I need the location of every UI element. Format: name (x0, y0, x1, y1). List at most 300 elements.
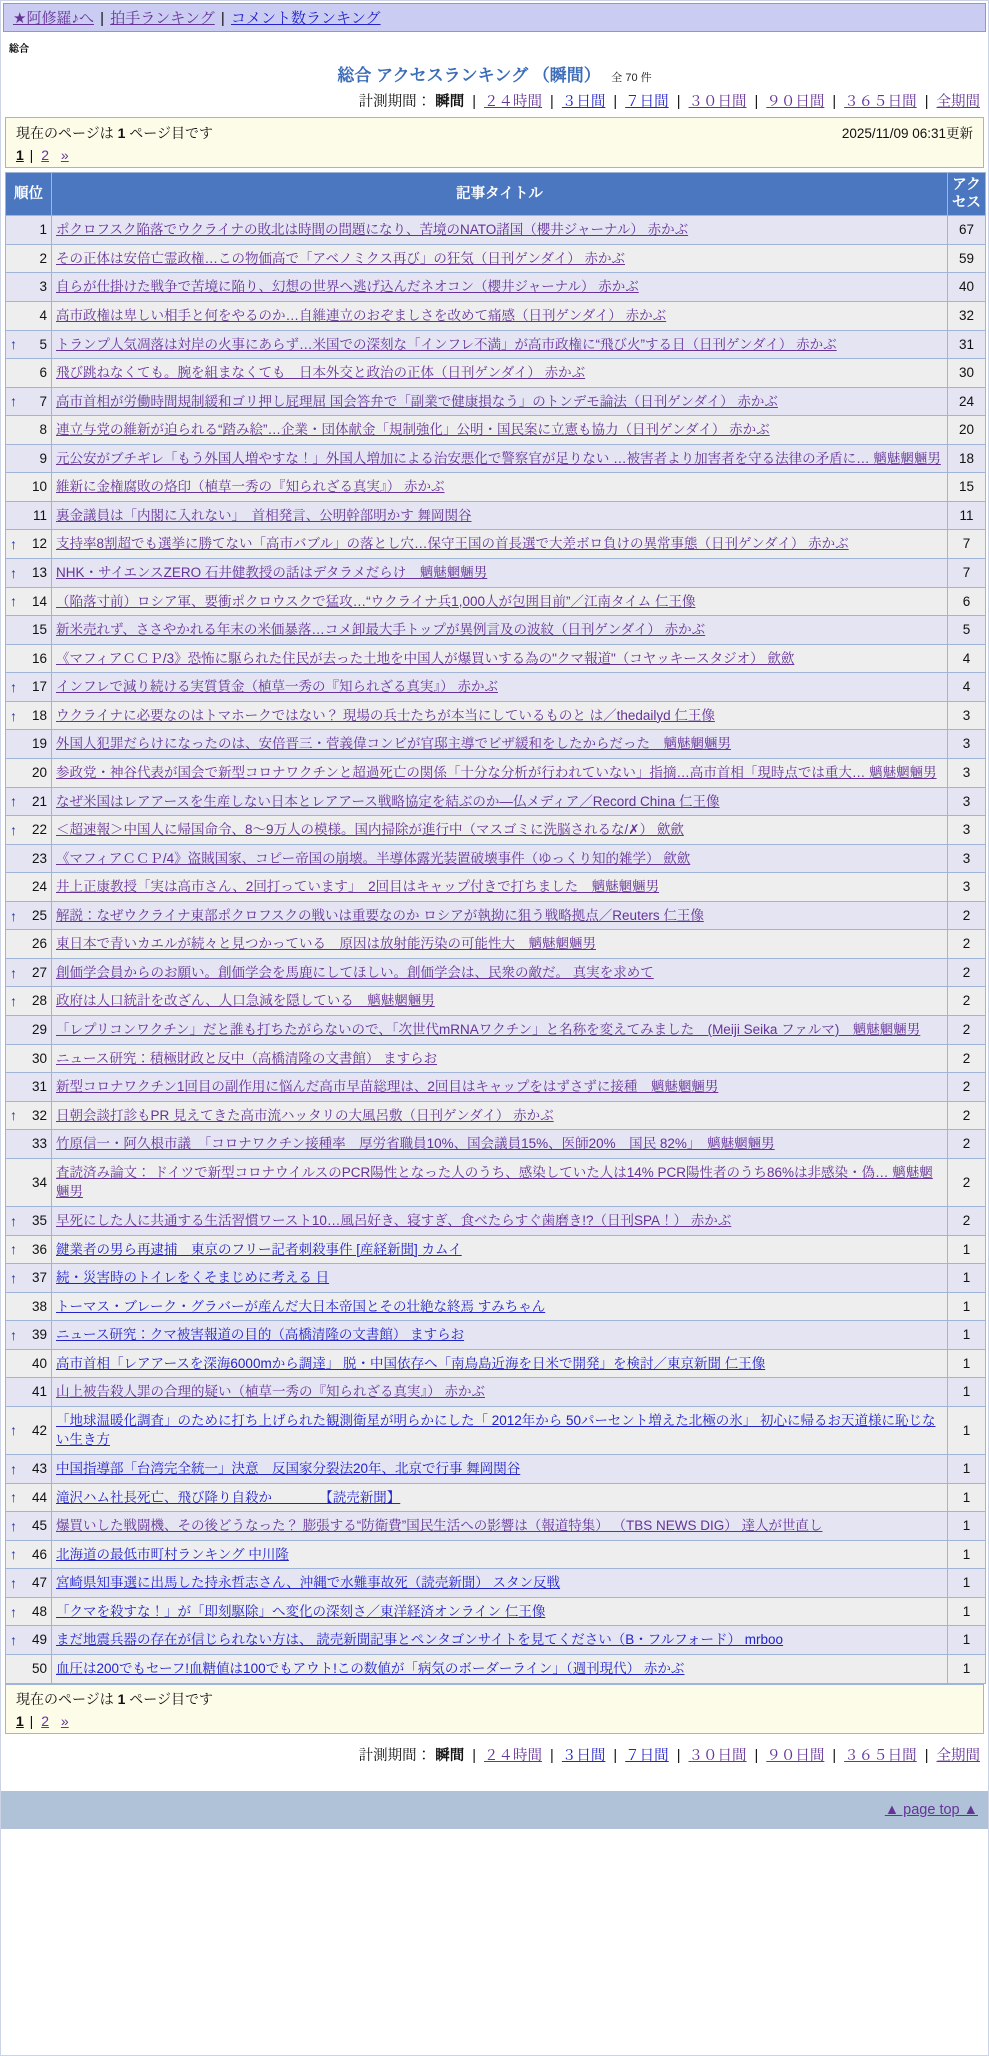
rank-number: 21 (31, 793, 47, 809)
rank-number: 39 (31, 1327, 47, 1343)
table-row (6, 1483, 986, 1512)
rank-up-icon: ↑ (10, 1489, 17, 1506)
table-row (6, 673, 986, 702)
pagination-bottom (5, 1684, 984, 1734)
table-row (6, 330, 986, 359)
rank-number: 33 (31, 1136, 47, 1152)
separator: | (25, 1712, 38, 1729)
rank-number: 14 (31, 593, 47, 609)
ranking-table (5, 172, 986, 1684)
rank-number: 6 (39, 365, 47, 381)
separator: | (216, 10, 229, 27)
rank-cell (6, 1406, 52, 1454)
period-label: 計測期間： (358, 94, 432, 110)
article-link[interactable]: （陥落寸前）ロシア軍、要衝ポクロウスクで猛攻…“ウクライナ兵1,000人が包囲目前”／江南タイム 仁王像 (56, 593, 696, 609)
current-page-number: 1 (117, 125, 126, 141)
access-count: 18 (948, 444, 986, 473)
title-cell (52, 1455, 948, 1484)
rank-number: 37 (31, 1270, 47, 1286)
article-link[interactable]: インフレで減り続ける実質賃金（植草一秀の『知られざる真実』） 赤かぶ (56, 679, 498, 695)
rank-number: 11 (32, 507, 47, 523)
period-links (464, 1748, 980, 1764)
period-link[interactable]: ３０日間 (688, 94, 747, 110)
period-link[interactable]: ９０日間 (766, 1747, 825, 1764)
article-link[interactable]: 解説：なぜウクライナ東部ポクロフスクの戦いは重要なのか ロシアが執拗に狙う戦略拠点／Reuters 仁王像 (56, 907, 704, 923)
period-link[interactable]: ７日間 (625, 1747, 669, 1764)
rank-cell (6, 730, 52, 759)
rank-number: 10 (31, 479, 47, 495)
rank-number: 40 (31, 1355, 47, 1371)
period-link[interactable]: ３０日間 (688, 1747, 747, 1764)
rank-up-icon: ↑ (10, 593, 17, 610)
rank-cell (6, 1483, 52, 1512)
column-header-title: 記事タイトル (52, 173, 948, 216)
rank-number: 23 (31, 850, 47, 866)
access-count: 2 (948, 930, 986, 959)
article-link[interactable]: なぜ米国はレアアースを生産しない日本とレアアース戦略協定を結ぶのか―仏メディア／Record China 仁王像 (56, 793, 720, 809)
separator: | (468, 94, 481, 110)
article-link[interactable]: 新米売れず、ささやかれる年末の米価暴落…コメ卸最大手トップが異例言及の波紋（日刊ゲンダイ） 赤かぶ (56, 622, 706, 638)
article-link[interactable]: トーマス・ブレーク・グラバーが産んだ大日本帝国とその壮絶な終焉 すみちゃん (56, 1298, 546, 1314)
rank-cell (6, 1130, 52, 1159)
access-count: 1 (948, 1569, 986, 1598)
rank-number: 4 (39, 307, 47, 323)
title-cell (52, 1406, 948, 1454)
article-link[interactable]: トランプ人気凋落は対岸の火事にあらず…米国での深刻な「インフレ不満」が高市政権に“飛び火”する日（日刊ゲンダイ） 赤かぶ (56, 336, 837, 352)
article-link[interactable]: 新型コロナワクチン1回目の副作用に悩んだ高市早苗総理は、2回目はキャップをはずさずに接種 魑魅魍魎男 (56, 1079, 719, 1095)
access-count: 1 (948, 1540, 986, 1569)
article-link[interactable]: ニュース研究：積極財政と反中（高橋清隆の文書館） ますらお (56, 1050, 438, 1066)
rank-up-icon: ↑ (10, 964, 17, 981)
page-title-text: 総合 アクセスランキング （瞬間） (337, 66, 601, 85)
topbar-link[interactable]: コメント数ランキング (230, 10, 381, 27)
article-link[interactable]: 滝沢ハム社長死亡、飛び降り自殺か 【読売新聞】 (56, 1489, 401, 1505)
separator: | (546, 1747, 558, 1764)
title-cell (52, 1016, 948, 1045)
rank-number: 38 (31, 1298, 47, 1314)
rank-number: 32 (31, 1107, 47, 1123)
table-row (6, 473, 986, 502)
article-link[interactable]: NHK・サイエンスZERO 石井健教授の話はデタラメだらけ 魑魅魍魎男 (56, 565, 488, 580)
article-link[interactable]: 飛び跳ねなくても。腕を組まなくても 日本外交と政治の正体（日刊ゲンダイ） 赤かぶ (56, 365, 586, 381)
rank-up-icon: ↑ (10, 993, 17, 1010)
access-count: 32 (948, 301, 986, 330)
article-link[interactable]: 創価学会員からのお願い。創価学会を馬鹿にしてほしい。創価学会は、民衆の敵だ。 真実を求めて (56, 964, 654, 980)
topbar-links (11, 10, 383, 27)
rank-cell (6, 530, 52, 559)
rank-cell (6, 1158, 52, 1206)
rank-number: 13 (31, 565, 47, 580)
table-row (6, 1406, 986, 1454)
separator: | (672, 1747, 685, 1764)
table-row (6, 787, 986, 816)
access-count: 11 (948, 501, 986, 530)
rank-number: 49 (31, 1632, 47, 1648)
rank-number: 34 (31, 1174, 47, 1190)
period-link[interactable]: ３日間 (561, 94, 606, 110)
article-link[interactable]: 政府は人口統計を改ざん、人口急減を隠している 魑魅魍魎男 (56, 993, 435, 1009)
rank-number: 19 (31, 736, 47, 752)
rank-cell (6, 587, 52, 616)
table-row (6, 1292, 986, 1321)
period-link[interactable]: ２４時間 (484, 1747, 543, 1764)
access-count: 1 (948, 1483, 986, 1512)
rank-number: 27 (31, 964, 47, 980)
rank-number: 3 (39, 279, 47, 295)
title-cell (52, 473, 948, 502)
table-row (6, 1158, 986, 1206)
title-cell (52, 1654, 948, 1683)
article-link[interactable]: 「地球温暖化調査」のために打ち上げられた観測衛星が明らかにした「 2012年から 50パーセント増えた北極の氷」 初心に帰るお天道様に恥じない生き方 (56, 1412, 936, 1448)
title-cell (52, 301, 948, 330)
title-cell (52, 1101, 948, 1130)
article-link[interactable]: まだ地震兵器の存在が信じられない方は、 読売新聞記事とペンタゴンサイトを見てください（B・フルフォード） mrboo (56, 1632, 784, 1648)
article-link[interactable]: 裏金議員は「内閣に入れない」 首相発言、公明幹部明かす 舞岡関谷 (56, 507, 472, 523)
rank-up-icon: ↑ (10, 564, 17, 581)
separator: | (468, 1747, 481, 1764)
article-link[interactable]: その正体は安倍亡霊政権…この物価高で「アベノミクス再び」の狂気（日刊ゲンダイ） 赤かぶ (56, 250, 625, 266)
separator: | (672, 94, 685, 110)
table-row (6, 730, 986, 759)
rank-up-icon: ↑ (10, 707, 17, 724)
table-row (6, 873, 986, 902)
rank-cell (6, 1235, 52, 1264)
access-count: 6 (948, 587, 986, 616)
article-link[interactable]: 外国人犯罪だらけになったのは、安倍晋三・菅義偉コンビが官邸主導でビザ緩和をしたからだった 魑魅魍魎男 (56, 736, 731, 752)
rank-cell (6, 1073, 52, 1102)
title-cell (52, 787, 948, 816)
page-number-link[interactable]: 2 (41, 1712, 50, 1729)
table-row (6, 1540, 986, 1569)
article-link[interactable]: 爆買いした戦闘機、その後どうなった？ 膨張する“防衛費”国民生活への影響は（報道特集） （TBS NEWS DIG） 達人が世直し (56, 1518, 823, 1534)
title-cell (52, 1292, 948, 1321)
page-number-link[interactable]: 2 (41, 147, 50, 163)
title-cell (52, 416, 948, 445)
title-cell (52, 1569, 948, 1598)
title-cell (52, 1206, 948, 1235)
rank-cell (6, 359, 52, 388)
rank-cell (6, 1044, 52, 1073)
period-link[interactable]: ３６５日間 (844, 94, 917, 110)
table-row (6, 901, 986, 930)
period-link[interactable]: ７日間 (625, 94, 669, 110)
rank-cell (6, 1292, 52, 1321)
article-link[interactable]: 東日本で青いカエルが続々と見つかっている 原因は放射能汚染の可能性大 魑魅魍魎男 (56, 936, 596, 952)
rank-cell (6, 416, 52, 445)
rank-cell (6, 844, 52, 873)
rank-up-icon: ↑ (10, 1326, 17, 1343)
title-cell (52, 530, 948, 559)
access-count: 2 (948, 1130, 986, 1159)
title-cell (52, 1158, 948, 1206)
title-cell (52, 501, 948, 530)
rank-cell (6, 1101, 52, 1130)
access-count: 15 (948, 473, 986, 502)
rank-cell (6, 1349, 52, 1378)
title-cell (52, 559, 948, 588)
table-row (6, 1597, 986, 1626)
rank-up-icon: ↑ (10, 1269, 17, 1286)
rank-number: 48 (31, 1603, 47, 1619)
title-cell (52, 901, 948, 930)
table-header-row (6, 173, 986, 216)
table-row (6, 1016, 986, 1045)
separator: | (828, 1747, 841, 1764)
separator: | (546, 94, 558, 110)
article-link[interactable]: ポクロフスク陥落でウクライナの敗北は時間の問題になり、苦境のNATO諸国（櫻井ジャーナル） 赤かぶ (56, 222, 689, 238)
rank-up-icon: ↑ (10, 1517, 17, 1534)
article-link[interactable]: 維新に金権腐敗の烙印（植草一秀の『知られざる真実』） 赤かぶ (56, 479, 445, 495)
table-row (6, 301, 986, 330)
table-row (6, 758, 986, 787)
rank-number: 5 (39, 336, 47, 352)
access-count: 2 (948, 1073, 986, 1102)
access-count: 3 (948, 873, 986, 902)
title-cell (52, 987, 948, 1016)
rank-number: 36 (31, 1241, 47, 1257)
rank-cell (6, 1626, 52, 1655)
rank-number: 17 (31, 679, 47, 695)
title-cell (52, 758, 948, 787)
rank-cell (6, 387, 52, 416)
access-count: 1 (948, 1264, 986, 1293)
access-count: 1 (948, 1654, 986, 1683)
table-row (6, 1073, 986, 1102)
rank-up-icon: ↑ (10, 1546, 17, 1563)
rank-cell (6, 644, 52, 673)
title-cell (52, 1235, 948, 1264)
updated-timestamp: 2025/11/09 06:31更新 (841, 126, 973, 141)
rank-cell (6, 1264, 52, 1293)
rank-cell (6, 501, 52, 530)
title-cell (52, 1597, 948, 1626)
title-cell (52, 1321, 948, 1350)
rank-up-icon: ↑ (10, 393, 17, 410)
article-link[interactable]: ニュース研究：クマ被害報道の目的（高橋清隆の文書館） ますらお (56, 1327, 465, 1343)
period-label: 計測期間： (358, 1747, 432, 1764)
article-link[interactable]: 元公安がブチギレ「もう外国人増やすな！」外国人増加による治安悪化で警察官が足りない …被害者より加害者を守る法律の矛盾に… 魑魅魍魎男 (56, 450, 941, 466)
rank-cell (6, 1321, 52, 1350)
table-row (6, 587, 986, 616)
rank-cell (6, 216, 52, 245)
access-count: 2 (948, 987, 986, 1016)
topbar-link[interactable]: ★阿修羅♪へ (13, 10, 94, 27)
rank-up-icon: ↑ (10, 336, 17, 353)
period-current: 瞬間 (435, 1747, 465, 1764)
rank-cell (6, 958, 52, 987)
period-link[interactable]: ３６５日間 (844, 1747, 917, 1764)
access-count: 3 (948, 844, 986, 873)
article-link[interactable]: 井上正康教授「実は高市さん、2回打っています」 2回目はキャップ付きで打ちました 魑魅魍魎男 (56, 879, 660, 895)
current-page-text: 現在のページは 1 ページ目です (16, 1690, 214, 1707)
rank-number: 9 (39, 450, 47, 466)
table-row (6, 816, 986, 845)
rank-cell (6, 473, 52, 502)
article-link[interactable]: 鍵業者の男ら再逮捕 東京のフリー記者刺殺事件 [産経新聞] カムイ (56, 1241, 462, 1257)
access-count: 2 (948, 1101, 986, 1130)
rank-cell (6, 330, 52, 359)
title-cell (52, 873, 948, 902)
title-cell (52, 387, 948, 416)
period-links (464, 94, 980, 110)
rank-number: 45 (31, 1518, 47, 1534)
rank-number: 1 (39, 222, 47, 238)
rank-cell (6, 1378, 52, 1407)
rank-number: 12 (31, 536, 47, 552)
rank-cell (6, 1654, 52, 1683)
topbar-link[interactable]: 拍手ランキング (110, 10, 215, 27)
table-row (6, 1654, 986, 1683)
article-link[interactable]: ウクライナに必要なのはトマホークではない？ 現場の兵士たちが本当にしているものと は／thedailyd 仁王像 (56, 707, 715, 723)
rank-number: 42 (31, 1422, 47, 1438)
rank-up-icon: ↑ (10, 536, 17, 553)
table-row (6, 387, 986, 416)
article-link[interactable]: 「レプリコンワクチン」だと誰も打ちたがらないので、「次世代mRNAワクチン」と名称を変えてみました (Meiji Seika ファルマ) 魑魅魍魎男 (56, 1022, 921, 1037)
rank-number: 30 (31, 1050, 47, 1066)
table-row (6, 244, 986, 273)
rank-number: 31 (31, 1079, 47, 1095)
title-cell (52, 1349, 948, 1378)
article-link[interactable]: 中国指導部「台湾完全統一」決意 反国家分裂法20年、北京で行事 舞岡関谷 (56, 1461, 521, 1476)
rank-cell (6, 1540, 52, 1569)
rank-up-icon: ↑ (10, 1212, 17, 1229)
table-row (6, 559, 986, 588)
next-page-link[interactable]: » (60, 147, 69, 163)
article-link[interactable]: 連立与党の維新が迫られる“踏み絵”…企業・団体献金「規制強化」公明・国民案に立憲も協力（日刊ゲンダイ） 赤かぶ (56, 422, 770, 438)
article-link[interactable]: 竹原信一・阿久根市議 「コロナワクチン接種率 厚労省職員10%、国会議員15%、医師20% 国民 82%」 魑魅魍魎男 (56, 1136, 775, 1152)
rank-cell (6, 930, 52, 959)
access-count: 31 (948, 330, 986, 359)
article-link[interactable]: 血圧は200でもセーフ!血糖値は100でもアウト!この数値が「病気のボーダーライン」（週刊現代） 赤かぶ (56, 1660, 685, 1676)
title-cell (52, 1378, 948, 1407)
article-link[interactable]: 北海道の最低市町村ランキング 中川隆 (56, 1546, 289, 1562)
separator: | (609, 1747, 622, 1764)
article-link[interactable]: 参政党・神谷代表が国会で新型コロナワクチンと超過死亡の関係「十分な分析が行われていない」指摘…高市首相「現時点では重大… 魑魅魍魎男 (56, 764, 937, 780)
rank-number: 50 (31, 1660, 47, 1676)
title-cell (52, 930, 948, 959)
access-count: 4 (948, 644, 986, 673)
article-link[interactable]: 高市首相が労働時間規制緩和ゴリ押し屁理屈 国会答弁で「副業で健康損なう」のトンデモ論法（日刊ゲンダイ） 赤かぶ (56, 393, 778, 409)
access-count: 2 (948, 1158, 986, 1206)
current-page-link: 1 (16, 147, 24, 163)
period-link[interactable]: ３日間 (561, 1747, 606, 1764)
article-link[interactable]: 《マフィアＣＣＰ/3》恐怖に駆られた住民が去った土地を中国人が爆買いする為の"クマ報道"（コヤッキースタジオ） 歛歛 (56, 650, 795, 666)
title-cell (52, 444, 948, 473)
table-row (6, 930, 986, 959)
rank-up-icon: ↑ (10, 907, 17, 924)
access-count: 1 (948, 1597, 986, 1626)
rank-number: 44 (31, 1489, 47, 1505)
current-page-text: 現在のページは 1 ページ目です (16, 125, 214, 141)
rank-number: 20 (31, 764, 47, 780)
period-link[interactable]: ２４時間 (484, 94, 543, 110)
table-row (6, 1626, 986, 1655)
separator: | (750, 94, 763, 110)
article-link[interactable]: 宮崎県知事選に出馬した持永哲志さん、沖縄で水難事故死（読売新聞） スタン反戦 (56, 1575, 561, 1591)
rank-cell (6, 1455, 52, 1484)
access-count: 7 (948, 530, 986, 559)
article-link[interactable]: 高市政権は卑しい相手と何をやるのか…自維連立のおぞましさを改めて痛感（日刊ゲンダイ） 赤かぶ (56, 307, 667, 323)
rank-number: 2 (39, 250, 47, 266)
table-row (6, 501, 986, 530)
period-selector-bottom (1, 1740, 988, 1771)
rank-number: 16 (31, 650, 47, 666)
title-cell (52, 216, 948, 245)
article-link[interactable]: 日朝会談打診もPR 見えてきた高市流ハッタリの大風呂敷（日刊ゲンダイ） 赤かぶ (56, 1107, 554, 1123)
article-link[interactable]: 「クマを殺すな！」が「即刻駆除」へ変化の深刻さ／東洋経済オンライン 仁王像 (56, 1603, 546, 1619)
table-row (6, 1130, 986, 1159)
separator (53, 1713, 57, 1729)
period-link[interactable]: 全期間 (936, 1747, 980, 1764)
column-header-rank: 順位 (6, 173, 52, 216)
rank-number: 25 (31, 907, 47, 923)
title-cell (52, 673, 948, 702)
title-cell (52, 1540, 948, 1569)
rank-number: 35 (31, 1212, 47, 1228)
article-link[interactable]: 早死にした人に共通する生活習慣ワースト10…風呂好き、寝すぎ、食べたらすぐ歯磨き!?（日刊SPA！） 赤かぶ (56, 1212, 732, 1228)
rank-cell (6, 244, 52, 273)
table-row (6, 1321, 986, 1350)
separator: | (25, 147, 38, 163)
access-count: 3 (948, 816, 986, 845)
title-cell (52, 1130, 948, 1159)
access-count: 1 (948, 1292, 986, 1321)
article-link[interactable]: 《マフィアＣＣＰ/4》盗賊国家、コピー帝国の崩壊。半導体露光装置破壊事件（ゆっくり知的雑学） 歛歛 (56, 850, 691, 866)
access-count: 3 (948, 730, 986, 759)
rank-up-icon: ↑ (10, 1574, 17, 1591)
table-row (6, 1378, 986, 1407)
separator: | (828, 94, 841, 110)
next-page-link[interactable]: » (60, 1712, 69, 1729)
rank-cell (6, 1569, 52, 1598)
title-cell (52, 1483, 948, 1512)
page-links (16, 147, 973, 163)
rank-cell (6, 444, 52, 473)
period-link[interactable]: ９０日間 (766, 94, 825, 110)
separator: | (750, 1747, 763, 1764)
table-row (6, 1264, 986, 1293)
rank-number: 43 (31, 1461, 47, 1476)
access-count: 2 (948, 1016, 986, 1045)
rank-cell (6, 1206, 52, 1235)
rank-up-icon: ↑ (10, 1632, 17, 1649)
table-row (6, 644, 986, 673)
rank-number: 28 (31, 993, 47, 1009)
table-row (6, 1512, 986, 1541)
separator: | (920, 94, 933, 110)
page-top-link[interactable]: ▲ page top ▲ (884, 1801, 978, 1818)
access-count: 24 (948, 387, 986, 416)
rank-cell (6, 673, 52, 702)
rank-number: 22 (31, 822, 47, 838)
title-cell (52, 359, 948, 388)
access-count: 1 (948, 1321, 986, 1350)
table-row (6, 701, 986, 730)
rank-up-icon: ↑ (10, 678, 17, 695)
rank-up-icon: ↑ (10, 1603, 17, 1620)
table-row (6, 1349, 986, 1378)
period-link[interactable]: 全期間 (936, 94, 980, 110)
article-link[interactable]: 高市首相「レアアースを深海6000mから調達」 脱・中国依存へ「南鳥島近海を日米で開発」を検討／東京新聞 仁王像 (56, 1355, 766, 1371)
article-link[interactable]: 査読済み論文： ドイツで新型コロナウイルスのPCR陽性となった人のうち、感染していた人は14% PCR陽性者のうち86%は非感染・偽… 魑魅魍魎男 (56, 1164, 933, 1200)
article-link[interactable]: 自らが仕掛けた戦争で苦境に陥り、幻想の世界へ逃げ込んだネオコン（櫻井ジャーナル） 赤かぶ (56, 279, 639, 295)
page-title (1, 61, 988, 86)
access-count: 5 (948, 616, 986, 645)
article-link[interactable]: 続・災害時のトイレをくそまじめに考える 日 (56, 1270, 330, 1286)
article-link[interactable]: 支持率8割超でも選挙に勝てない「高市バブル」の落とし穴…保守王国の首長選で大差ボロ負けの異常事態（日刊ゲンダイ） 赤かぶ (56, 536, 849, 552)
article-link[interactable]: 山上被告殺人罪の合理的疑い（植草一秀の『知られざる真実』） 赤かぶ (56, 1384, 485, 1400)
article-link[interactable]: ＜超速報＞中国人に帰国命令、8～9万人の模様。国内掃除が進行中（マスゴミに洗脳されるな/✗） 歛歛 (56, 822, 684, 838)
